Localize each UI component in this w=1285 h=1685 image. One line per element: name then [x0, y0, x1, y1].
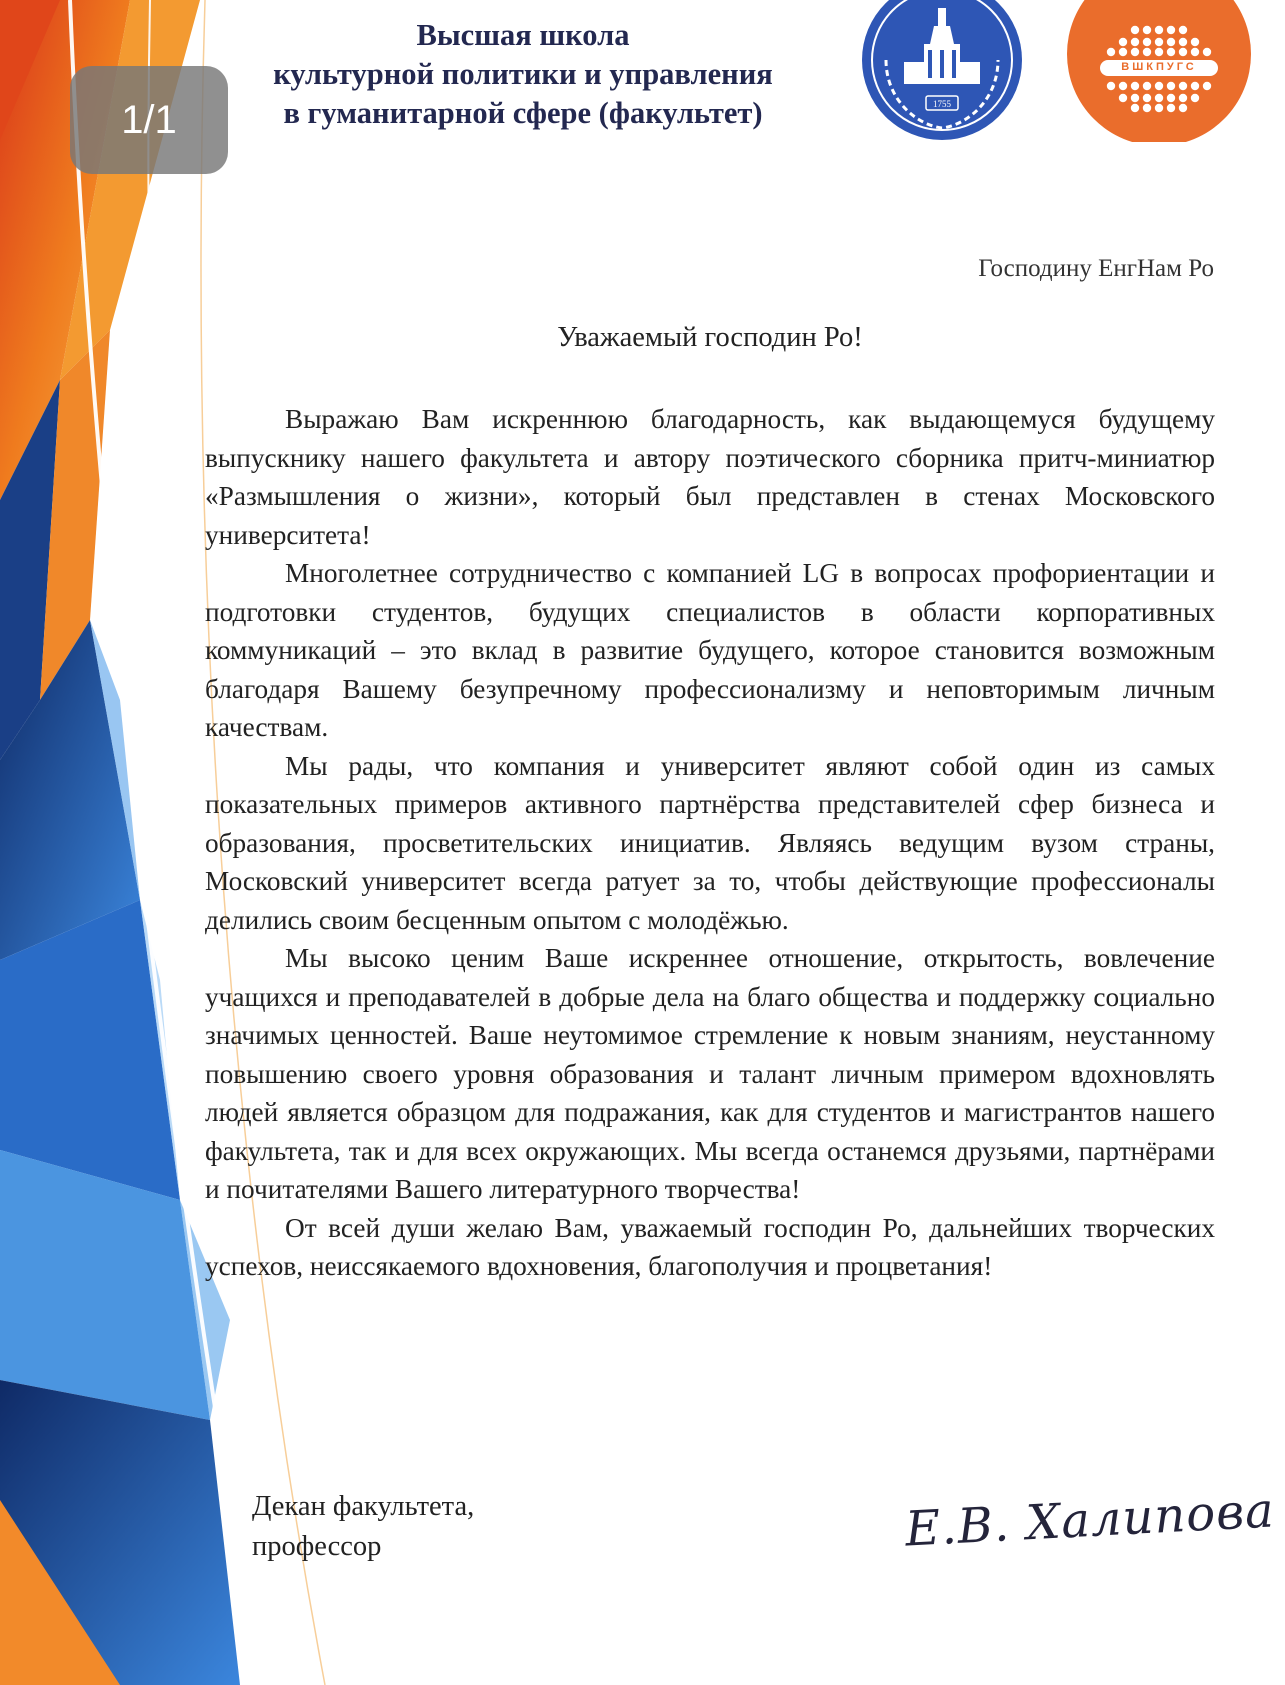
- university-seal-year: 1755: [933, 99, 951, 109]
- page-counter-badge: 1/1: [70, 66, 228, 174]
- letterhead-title: [228, 16, 818, 133]
- faculty-logo-text: ВШКПУГС: [1121, 61, 1197, 73]
- letter-paragraph: Выражаю Вам искреннюю благодарность, как выдающемуся будущему выпускнику нашего факультета и автору поэтического сборника притч-миниатюр «Размышления о жизни», который был представлен в стенах Московского университета!: [205, 404, 1215, 550]
- letter-paragraph: Мы рады, что компания и университет являют собой один из самых показательных примеров активного партнёрства представителей сфер бизнеса и образования, просветительских инициатив. Являясь ведущим вузом страны, Московский университет всегда ратует за то, чтобы действующие профессионалы делились своим бесценным опытом с молодёжью.: [205, 750, 1215, 935]
- letter-salutation: Уважаемый господин Ро!: [557, 322, 863, 353]
- letter-paragraph: От всей души желаю Вам, уважаемый господин Ро, дальнейших творческих успехов, неиссякаемого вдохновения, благополучия и процветания!: [205, 1212, 1215, 1281]
- letterhead-title-line: культурной политики и управления: [273, 57, 773, 91]
- handwritten-signature: Е.В. Халипова: [903, 1482, 1276, 1558]
- signer-title-line: профессор: [252, 1531, 382, 1562]
- signer-title-line: Декан факультета,: [252, 1491, 475, 1522]
- letter-body: [205, 400, 1215, 1286]
- signer-title: [252, 1487, 474, 1567]
- letter-paragraph: Многолетнее сотрудничество с компанией LG в вопросах профориентации и подготовки студентов, будущих специалистов в области корпоративных коммуникаций – это вклад в развитие будущего, которое становится возможным благодаря Вашему безупречному профессионализму и неповторимым личным качествам.: [205, 558, 1215, 742]
- letterhead-title-line: Высшая школа: [416, 18, 630, 52]
- letterhead-title-line: в гуманитарной сфере (факультет): [283, 96, 763, 130]
- letter-addressee: Господину ЕнгНам Ро: [978, 255, 1214, 282]
- university-building-seal-icon: [862, 0, 1022, 142]
- letter-paragraph: Мы высоко ценим Ваше искреннее отношение, открытость, вовлечение учащихся и преподавателей в добрые дела на благо общества и поддержку социально значимых ценностей. Ваше неутомимое стремление к новым знаниям, неустанному повышению своего уровня образования и талант личным примером вдохновлять людей является образцом для подражания, как для студентов и магистрантов нашего факультета, так и для всех окружающих. Мы всегда останемся друзьями, партнёрами и почитателями Вашего литературного творчества!: [205, 943, 1215, 1204]
